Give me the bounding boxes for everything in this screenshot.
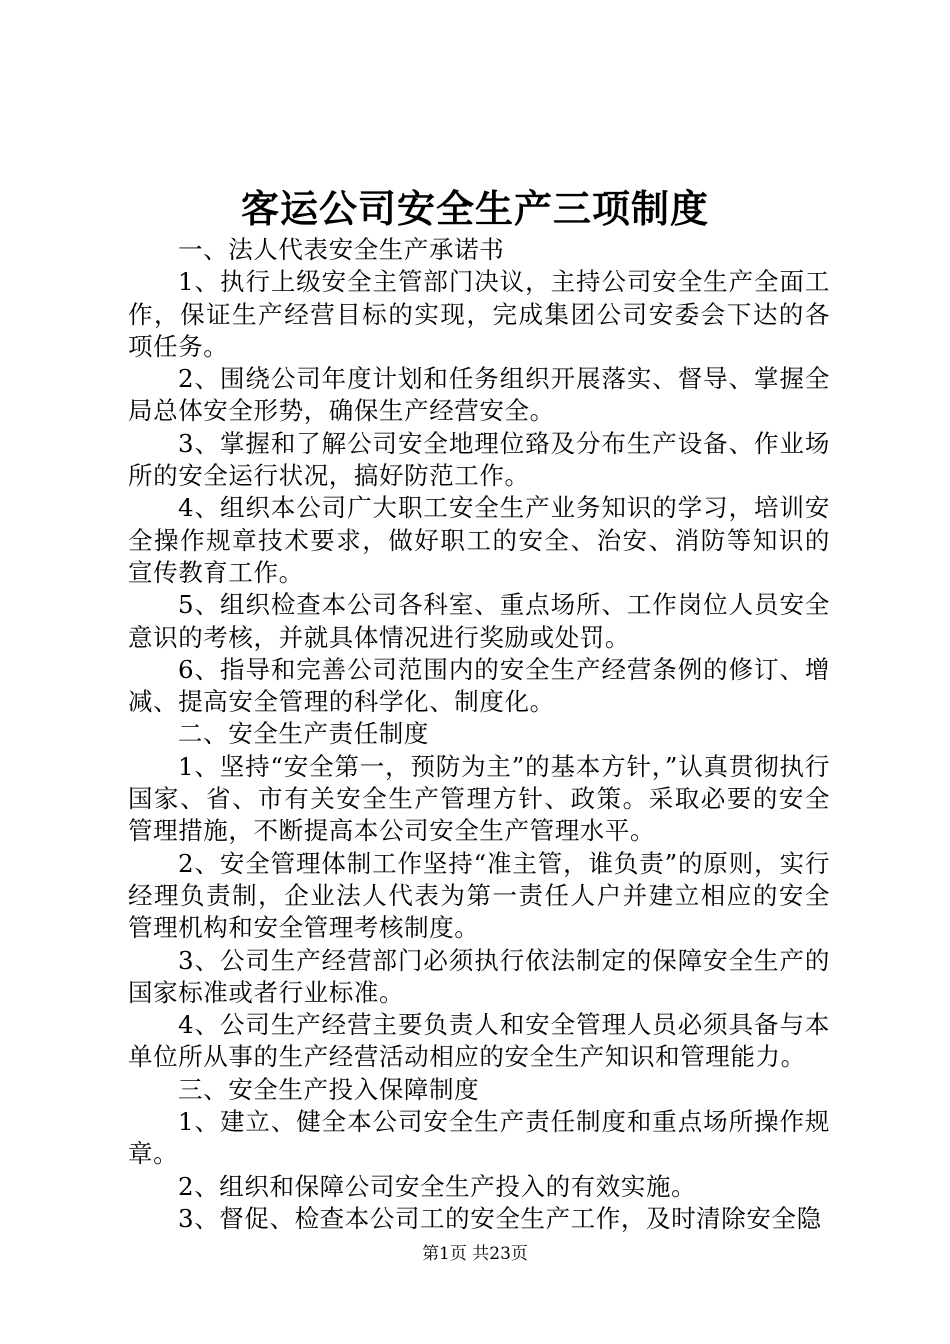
paragraph: 2、组织和保障公司安全生产投入的有效实施。 xyxy=(178,1171,697,1201)
document-body xyxy=(128,234,830,1235)
paragraph: 3、督促、检查本公司工的安全生产工作，及时清除安全隐 xyxy=(178,1203,822,1233)
paragraph: 5、组织检查本公司各科室、重点场所、工作岗位人员安全意识的考核，并就具体情况进行奖励或处罚。 xyxy=(128,590,830,652)
paragraph: 2、安全管理体制工作坚持“准主管，谁负责”的原则，实行经理负责制，企业法人代表为第一责任人户并建立相应的安全管理机构和安全管理考核制度。 xyxy=(128,848,830,943)
section-heading: 二、安全生产责任制度 xyxy=(178,719,429,749)
paragraph: 3、公司生产经营部门必须执行依法制定的保障安全生产的国家标准或者行业标准。 xyxy=(128,945,830,1007)
paragraph: 3、掌握和了解公司安全地理位臵及分布生产设备、作业场所的安全运行状况，搞好防范工作。 xyxy=(128,428,830,491)
paragraph: 2、围绕公司年度计划和任务组织开展落实、督导、掌握全局总体安全形势，确保生产经营安全。 xyxy=(128,364,830,426)
section-heading: 三、安全生产投入保障制度 xyxy=(178,1074,480,1104)
paragraph: 1、坚持“安全第一，预防为主”的基本方针，”认真贯彻执行国家、省、市有关安全生产管理方针、政策。采取必要的安全管理措施，不断提高本公司安全生产管理水平。 xyxy=(128,751,830,846)
paragraph: 1、执行上级安全主管部门决议，主持公司安全生产全面工作，保证生产经营目标的实现，完成集团公司安委会下达的各项任务。 xyxy=(128,267,830,361)
paragraph: 4、公司生产经营主要负责人和安全管理人员必须具备与本单位所从事的生产经营活动相应的安全生产知识和管理能力。 xyxy=(128,1010,830,1072)
document-title: 客运公司安全生产三项制度 xyxy=(240,186,709,231)
paragraph: 1、建立、健全本公司安全生产责任制度和重点场所操作规章。 xyxy=(128,1107,830,1169)
page-footer: 第1页 共23页 xyxy=(422,1244,528,1264)
section-heading: 一、法人代表安全生产承诺书 xyxy=(178,235,505,264)
paragraph: 6、指导和完善公司范围内的安全生产经营条例的修订、增减、提高安全管理的科学化、制度化。 xyxy=(128,654,830,717)
paragraph: 4、组织本公司广大职工安全生产业务知识的学习，培训安全操作规章技术要求，做好职工的安全、治安、消防等知识的宣传教育工作。 xyxy=(128,493,830,587)
